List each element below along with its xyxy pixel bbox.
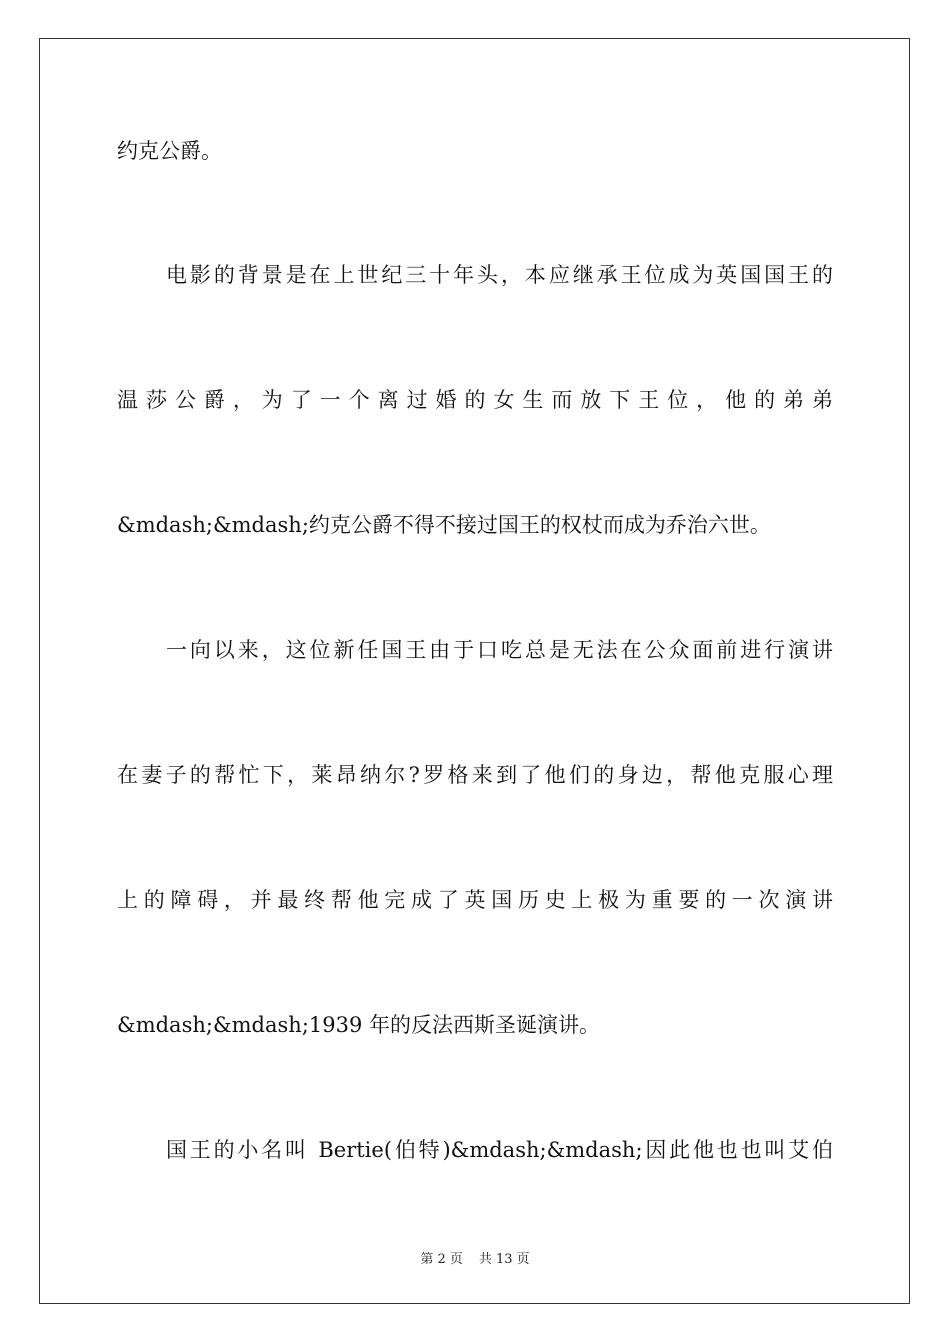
text-line: 温莎公爵，为了一个离过婚的女生而放下王位，他的弟弟 [117, 388, 833, 412]
text-line: &mdash;&mdash;约克公爵不得不接过国王的权杖而成为乔治六世。 [117, 513, 771, 537]
text-line: 上的障碍，并最终帮他完成了英国历史上极为重要的一次演讲 [117, 888, 833, 912]
page-number: 第 2 页 [420, 1252, 463, 1267]
page-total: 共 13 页 [478, 1252, 530, 1267]
text-line: &mdash;&mdash;1939 年的反法西斯圣诞演讲。 [117, 1013, 601, 1037]
text-line: 在妻子的帮忙下，莱昂纳尔?罗格来到了他们的身边，帮他克服心理 [117, 763, 833, 787]
paragraph-first-line: 国王的小名叫 Bertie(伯特)&mdash;&mdash;因此他也也叫艾伯 [166, 1138, 833, 1162]
page-frame [39, 38, 910, 1304]
page-footer [0, 1248, 950, 1267]
paragraph-first-line: 电影的背景是在上世纪三十年头，本应继承王位成为英国国王的 [166, 263, 833, 287]
paragraph-first-line: 一向以来，这位新任国王由于口吃总是无法在公众面前进行演讲 [166, 638, 833, 662]
text-line: 约克公爵。 [117, 139, 222, 163]
